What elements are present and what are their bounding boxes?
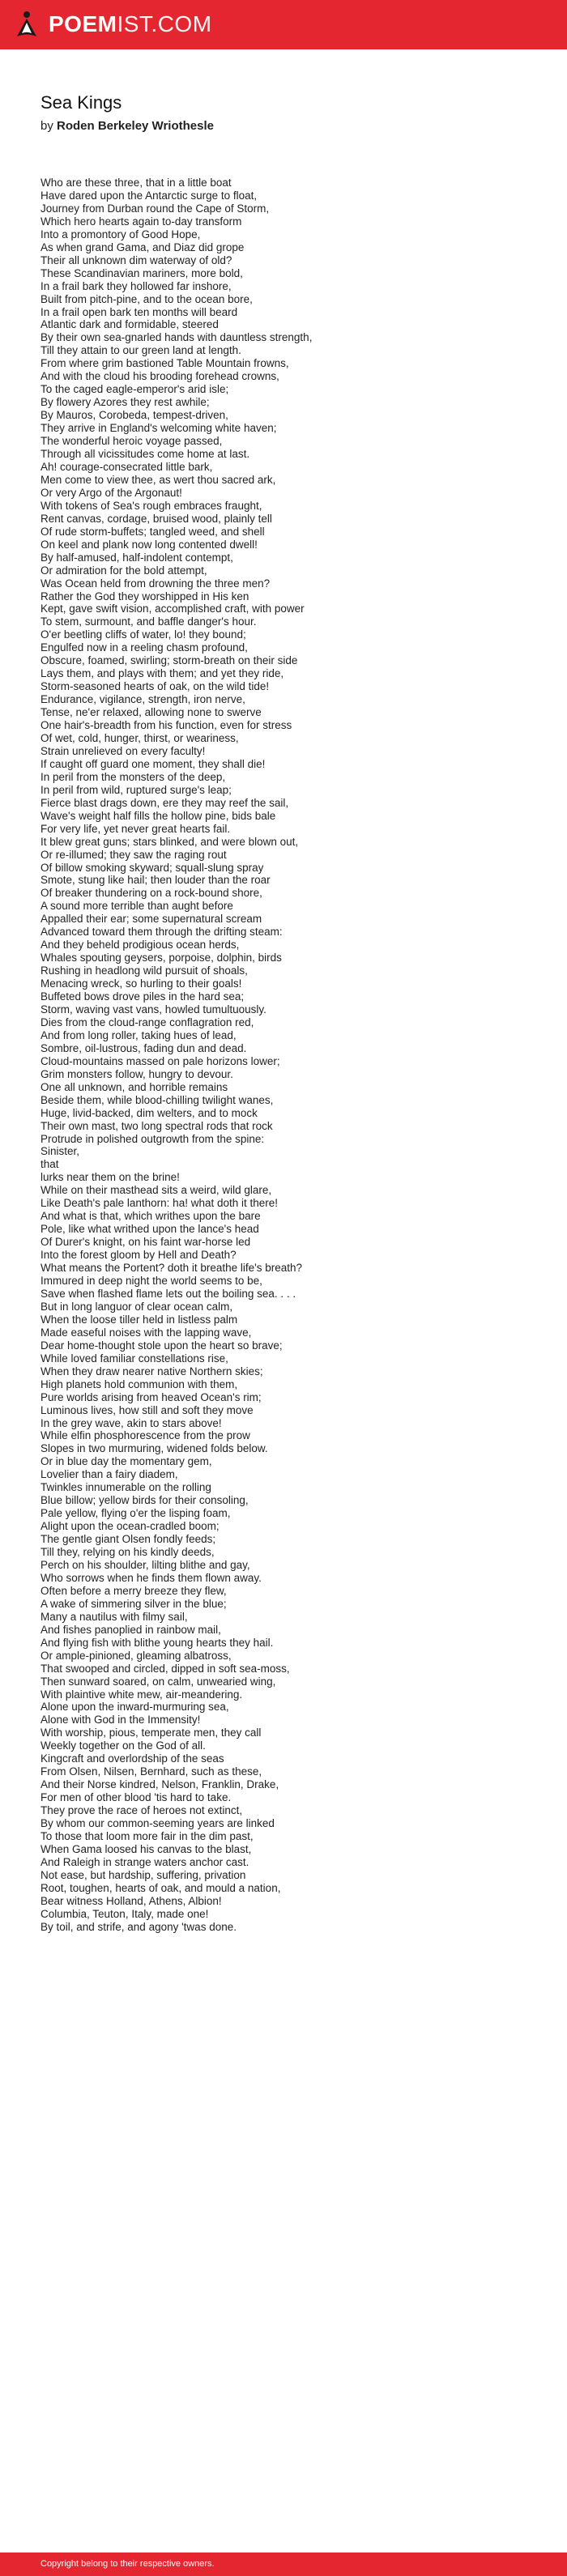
poem-line: By Mauros, Corobeda, tempest-driven, (40, 409, 228, 422)
poem-line: Have dared upon the Antarctic surge to float, (40, 189, 258, 202)
poem-line: Alone upon the inward-murmuring sea, (40, 1701, 229, 1714)
poem-line: Till they attain to our green land at length. (40, 344, 241, 357)
poem-line: By flowery Azores they rest awhile; (40, 396, 210, 409)
poem-line: These Scandinavian mariners, more bold, (40, 266, 243, 279)
poem-line: Fierce blast drags down, ere they may reef the sail, (40, 796, 289, 809)
poem-line: To stem, surmount, and baffle danger's hour. (40, 615, 257, 628)
poem-line: Who are these three, that in a little boat (40, 177, 232, 189)
poem-line: Smote, stung like hail; then louder than the roar (40, 874, 271, 887)
poem-line: They arrive in England's welcoming white haven; (40, 422, 277, 435)
poem-line: Ah! courage-consecrated little bark, (40, 460, 213, 473)
poem-line: Slopes in two murmuring, widened folds below. (40, 1442, 268, 1455)
poem-line: They prove the race of heroes not extinct, (40, 1804, 243, 1817)
poem-line: Immured in deep night the world seems to be, (40, 1275, 262, 1288)
poem-line: Storm, waving vast vans, howled tumultuously. (40, 1003, 266, 1015)
site-logo-link[interactable] (15, 10, 212, 39)
poem-line: To the caged eagle-emperor's arid isle; (40, 383, 229, 396)
poem-line: In the grey wave, akin to stars above! (40, 1416, 222, 1429)
poem-line: Into the forest gloom by Hell and Death? (40, 1249, 237, 1262)
poem-line: In a frail bark they hollowed far inshore, (40, 279, 232, 292)
poem-line: Wave's weight half fills the hollow pine, bids bale (40, 809, 276, 822)
poem-line: Of rude storm-buffets; tangled weed, and shell (40, 525, 265, 538)
poem-line: In peril from the monsters of the deep, (40, 770, 226, 783)
brand-bold: POEM (49, 11, 117, 36)
poem-line: Menacing wreck, so hurling to their goals! (40, 977, 242, 990)
poem-line: In peril from wild, ruptured surge's leap; (40, 783, 232, 796)
poem-line: And Raleigh in strange waters anchor cast. (40, 1855, 249, 1868)
poem-line: In a frail open bark ten months will beard (40, 305, 238, 318)
poem-line: A sound more terrible than aught before (40, 900, 233, 913)
poem-line: O'er beetling cliffs of water, lo! they bound; (40, 628, 246, 641)
poem-line: that (40, 1158, 59, 1171)
poem-line: Protrude in polished outgrowth from the spine: (40, 1132, 265, 1145)
poem-line: Appalled their ear; some supernatural scream (40, 913, 262, 926)
poem-line: Which hero hearts again to-day transform (40, 215, 242, 228)
poem-line: With worship, pious, temperate men, they call (40, 1727, 262, 1739)
poem-line: Built from pitch-pine, and to the ocean bore, (40, 292, 253, 305)
poem-line: Beside them, while blood-chilling twilight wanes, (40, 1093, 274, 1106)
poem-line: Till they, relying on his kindly deeds, (40, 1546, 215, 1559)
poem-line: Their own mast, two long spectral rods that rock (40, 1119, 273, 1132)
poem-line: Advanced toward them through the drifting steam: (40, 926, 283, 939)
poem-line: When they draw nearer native Northern skies; (40, 1365, 263, 1377)
brand-light: IST.COM (117, 11, 212, 36)
poem-line: Through all vicissitudes come home at last. (40, 448, 250, 461)
poem-line: Huge, livid-backed, dim welters, and to mock (40, 1106, 258, 1119)
poem-line: One hair's-breadth from his function, even for stress (40, 719, 292, 732)
poem-line: Twinkles innumerable on the rolling (40, 1481, 211, 1494)
poem-line: Then sunward soared, on calm, unwearied wing, (40, 1675, 276, 1688)
by-label: by (40, 119, 53, 133)
poem-line: Rather the God they worshipped in His ken (40, 590, 249, 602)
poem-line: When Gama loosed his canvas to the blast, (40, 1842, 252, 1855)
poem-line: And what is that, which writhes upon the bare (40, 1210, 261, 1223)
poem-line: A wake of simmering silver in the blue; (40, 1597, 227, 1610)
poem-line: Obscure, foamed, swirling; storm-breath on their side (40, 654, 298, 667)
poem-line: By whom our common-seeming years are linked (40, 1817, 275, 1830)
poem-line: By their own sea-gnarled hands with dauntless strength, (40, 331, 313, 344)
poem-line: Into a promontory of Good Hope, (40, 228, 201, 241)
poem-line: By half-amused, half-indolent contempt, (40, 551, 233, 564)
poem-line: Of breaker thundering on a rock-bound shore, (40, 887, 262, 900)
poem-line: Men come to view thee, as wert thou sacred ark, (40, 473, 276, 486)
poem-line: Weekly together on the God of all. (40, 1739, 206, 1752)
poem-line: Atlantic dark and formidable, steered (40, 318, 219, 331)
poem-line: Who sorrows when he finds them flown away. (40, 1571, 262, 1584)
poem-line: And flying fish with blithe young hearts they hail. (40, 1636, 274, 1649)
poem-line: And with the cloud his brooding forehead crowns, (40, 370, 279, 383)
poem-body (40, 177, 543, 1934)
poem-line: Of Durer's knight, on his faint war-horse led (40, 1236, 251, 1249)
poem-line: Or admiration for the bold attempt, (40, 564, 207, 577)
poem-line: From where grim bastioned Table Mountain frowns, (40, 357, 289, 370)
poem-line: High planets hold communion with them, (40, 1377, 238, 1390)
poem-line: Engulfed now in a reeling chasm profound, (40, 641, 248, 654)
poem-line: Often before a merry breeze they flew, (40, 1584, 227, 1597)
poem-line: Lays them, and plays with them; and yet they ride, (40, 667, 284, 680)
poem-line: Bear witness Holland, Athens, Albion! (40, 1894, 222, 1907)
poem-line: lurks near them on the brine! (40, 1171, 180, 1184)
poem-line: Kingcraft and overlordship of the seas (40, 1752, 224, 1765)
poem-line: Storm-seasoned hearts of oak, on the wild tide! (40, 680, 270, 693)
poem-line: Perch on his shoulder, lilting blithe and gay, (40, 1558, 250, 1571)
poem-line: Endurance, vigilance, strength, iron nerve, (40, 693, 245, 706)
poem-line: Their all unknown dim waterway of old? (40, 253, 232, 266)
footer-bar (0, 2553, 567, 2576)
byline (40, 118, 214, 134)
poem-line: Like Death's pale lanthorn: ha! what doth it there! (40, 1197, 279, 1210)
poem-line: Pure worlds arising from heaved Ocean's rim; (40, 1390, 262, 1403)
poem-line: Columbia, Teuton, Italy, made one! (40, 1907, 209, 1920)
poem-line: Buffeted bows drove piles in the hard sea; (40, 990, 245, 1003)
poem-line: Many a nautilus with filmy sail, (40, 1610, 188, 1623)
poem-line: If caught off guard one moment, they shall die! (40, 757, 266, 770)
poem-line: Luminous lives, how still and soft they move (40, 1403, 254, 1416)
poem-line: On keel and plank now long contented dwell! (40, 538, 258, 551)
poem-line: Grim monsters follow, hungry to devour. (40, 1067, 233, 1080)
poem-line: Whales spouting geysers, porpoise, dolphin, birds (40, 952, 282, 964)
poem-line: Not ease, but hardship, suffering, privation (40, 1868, 246, 1881)
poem-line: Cloud-mountains massed on pale horizons lower; (40, 1054, 280, 1067)
poem-line: Save when flashed flame lets out the boiling sea. . . . (40, 1287, 296, 1300)
poem-line: Tense, ne'er relaxed, allowing none to swerve (40, 706, 262, 719)
poem-line: That swooped and circled, dipped in soft sea-moss, (40, 1662, 290, 1675)
poem-line: Dies from the cloud-range conflagration red, (40, 1015, 254, 1028)
poem-line: Or in blue day the momentary gem, (40, 1455, 212, 1468)
poem-line: With plaintive white mew, air-meandering. (40, 1688, 243, 1701)
poem-line: Alone with God in the Immensity! (40, 1714, 201, 1727)
poem-line: Of billow smoking skyward; squall-slung spray (40, 861, 264, 874)
poem-line: One all unknown, and horrible remains (40, 1080, 228, 1093)
poem-line: And fishes panoplied in rainbow mail, (40, 1623, 221, 1636)
poem-line: It blew great guns; stars blinked, and were blown out, (40, 835, 299, 848)
poem-line: With tokens of Sea's rough embraces fraught, (40, 499, 262, 512)
poem-line: As when grand Gama, and Diaz did grope (40, 241, 245, 253)
poem-line: And their Norse kindred, Nelson, Franklin, Drake, (40, 1778, 279, 1791)
poem-line: Journey from Durban round the Cape of Storm, (40, 202, 270, 215)
poem-line: Blue billow; yellow birds for their consoling, (40, 1494, 249, 1507)
poem-line: Was Ocean held from drowning the three men? (40, 577, 271, 590)
poem-line: While loved familiar constellations rise, (40, 1352, 228, 1365)
poem-line: To those that loom more fair in the dim past, (40, 1830, 254, 1842)
poem-line: For very life, yet never great hearts fail. (40, 822, 231, 835)
poem-line: Sinister, (40, 1145, 80, 1158)
poem-line: Rushing in headlong wild pursuit of shoals, (40, 964, 248, 977)
poem-line: Dear home-thought stole upon the heart so brave; (40, 1339, 283, 1352)
poem-line: Of wet, cold, hunger, thirst, or weariness, (40, 731, 239, 744)
poem-line: By toil, and strife, and agony 'twas done. (40, 1920, 237, 1933)
poem-line: For men of other blood 'tis hard to take. (40, 1791, 232, 1804)
poem-line: Lovelier than a fairy diadem, (40, 1468, 178, 1481)
poem-line: Or ample-pinioned, gleaming albatross, (40, 1649, 232, 1662)
poem-line: And they beheld prodigious ocean herds, (40, 939, 240, 952)
poemist-logo-icon (15, 10, 39, 39)
poem-line: Sombre, oil-lustrous, fading dun and dead. (40, 1041, 247, 1054)
poem-line: Strain unrelieved on every faculty! (40, 744, 206, 757)
poem-line: Root, toughen, hearts of oak, and mould a nation, (40, 1881, 281, 1894)
poem-line: Kept, gave swift vision, accomplished craft, with power (40, 602, 305, 615)
poem-line: The wonderful heroic voyage passed, (40, 435, 223, 448)
poem-line: While elfin phosphorescence from the prow (40, 1429, 250, 1442)
poem-line: Or very Argo of the Argonaut! (40, 486, 182, 499)
poem-title: Sea Kings (40, 92, 122, 113)
poem-line: Or re-illumed; they saw the raging rout (40, 848, 227, 861)
top-bar (0, 0, 567, 49)
copyright-text: Copyright belong to their respective owners. (40, 2559, 215, 2569)
author-name: Roden Berkeley Wriothesle (57, 119, 214, 133)
poem-line: While on their masthead sits a weird, wild glare, (40, 1184, 272, 1197)
poem-line: Pole, like what writhed upon the lance's head (40, 1223, 259, 1236)
poem-line: When the loose tiller held in listless palm (40, 1313, 238, 1326)
poem-line: Pale yellow, flying o'er the lisping foam, (40, 1507, 231, 1520)
poem-line: What means the Portent? doth it breathe life's breath? (40, 1262, 303, 1275)
poem-line: And from long roller, taking hues of lead, (40, 1028, 237, 1041)
poem-line: From Olsen, Nilsen, Bernhard, such as these, (40, 1765, 262, 1778)
poem-line: Alight upon the ocean-cradled boom; (40, 1520, 220, 1533)
poem-line: The gentle giant Olsen fondly feeds; (40, 1533, 216, 1546)
poem-line: But in long languor of clear ocean calm, (40, 1300, 233, 1313)
poem-line: Made easeful noises with the lapping wave, (40, 1326, 252, 1339)
poem-line: Rent canvas, cordage, bruised wood, plainly tell (40, 512, 272, 525)
site-brand (49, 10, 212, 39)
